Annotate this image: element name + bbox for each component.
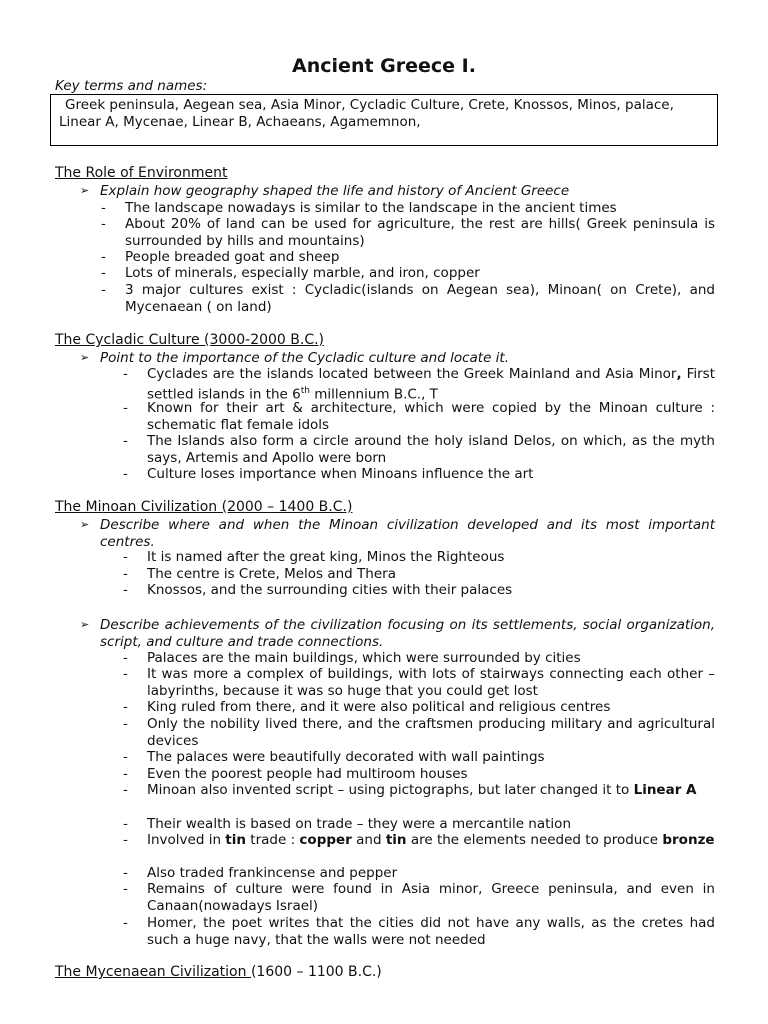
key-terms-label: Key terms and names: [55, 78, 208, 94]
dash-bullet-icon: - [123, 915, 128, 931]
dash-bullet-icon: - [123, 366, 128, 382]
dash-bullet-icon: - [123, 650, 128, 666]
dash-bullet-icon: - [123, 400, 128, 416]
list-item: - Lots of minerals, especially marble, and iron, copper [101, 265, 480, 281]
list-item: - Cyclades are the islands located between the Greek Mainland and Asia Minor, First settled islands in the 6th millennium B.C., T [123, 366, 715, 402]
dash-bullet-icon: - [123, 433, 128, 449]
dash-bullet-icon: - [123, 782, 128, 798]
key-terms-box [50, 94, 718, 146]
list-item: - Knossos, and the surrounding cities with their palaces [123, 582, 513, 598]
question-minoan-1: ➢ Describe where and when the Minoan civilization developed and its most important centres. [80, 517, 715, 550]
list-item: - Only the nobility lived there, and the craftsmen producing military and agricultural devices [123, 716, 715, 749]
list-item: - The landscape nowadays is similar to the landscape in the ancient times [101, 200, 617, 216]
dash-bullet-icon: - [101, 216, 106, 232]
list-item: - People breaded goat and sheep [101, 249, 340, 265]
key-terms-line-2: Linear A, Mycenae, Linear B, Achaeans, Agamemnon, [59, 114, 421, 130]
heading-environment: The Role of Environment [55, 165, 228, 181]
key-terms-line-1: Greek peninsula, Aegean sea, Asia Minor, Cycladic Culture, Crete, Knossos, Minos, palace, [65, 97, 674, 113]
dash-bullet-icon: - [123, 566, 128, 582]
question-minoan-2: ➢ Describe achievements of the civilization focusing on its settlements, social organization, script, and culture and trade connections. [80, 617, 715, 650]
list-item: - Even the poorest people had multiroom houses [123, 766, 468, 782]
dash-bullet-icon: - [123, 699, 128, 715]
dash-bullet-icon: - [101, 200, 106, 216]
list-item: - Involved in tin trade : copper and tin are the elements needed to produce bronze [123, 832, 715, 848]
heading-minoan: The Minoan Civilization (2000 – 1400 B.C.) [55, 499, 353, 515]
dash-bullet-icon: - [123, 549, 128, 565]
list-item: - Known for their art & architecture, which were copied by the Minoan culture : schematic flat female idols [123, 400, 715, 433]
list-item: - Palaces are the main buildings, which were surrounded by cities [123, 650, 581, 666]
page-title: Ancient Greece I. [292, 55, 476, 77]
list-item: - The palaces were beautifully decorated with wall paintings [123, 749, 545, 765]
question-cycladic: ➢ Point to the importance of the Cycladic culture and locate it. [80, 350, 509, 366]
dash-bullet-icon: - [123, 832, 128, 848]
list-item: - It was more a complex of buildings, with lots of stairways connecting each other – labyrinths, because it was so huge that you could get lost [123, 666, 715, 699]
dash-bullet-icon: - [123, 766, 128, 782]
arrow-bullet-icon: ➢ [80, 184, 90, 197]
list-item: - Minoan also invented script – using pictographs, but later changed it to Linear A [123, 782, 697, 798]
list-item: - The Islands also form a circle around the holy island Delos, on which, as the myth says, Artemis and Apollo were born [123, 433, 715, 466]
dash-bullet-icon: - [101, 282, 106, 298]
list-item: - It is named after the great king, Minos the Righteous [123, 549, 505, 565]
dash-bullet-icon: - [123, 666, 128, 682]
list-item: - About 20% of land can be used for agriculture, the rest are hills( Greek peninsula is surrounded by hills and mountains) [101, 216, 715, 249]
dash-bullet-icon: - [101, 249, 106, 265]
list-item: - King ruled from there, and it were also political and religious centres [123, 699, 611, 715]
arrow-bullet-icon: ➢ [80, 518, 90, 531]
dash-bullet-icon: - [101, 265, 106, 281]
heading-mycenaean: The Mycenaean Civilization (1600 – 1100 B.C.) [55, 964, 382, 980]
dash-bullet-icon: - [123, 816, 128, 832]
arrow-bullet-icon: ➢ [80, 618, 90, 631]
list-item: - The centre is Crete, Melos and Thera [123, 566, 396, 582]
list-item: - Their wealth is based on trade – they were a mercantile nation [123, 816, 571, 832]
dash-bullet-icon: - [123, 881, 128, 897]
heading-cycladic: The Cycladic Culture (3000-2000 B.C.) [55, 332, 325, 348]
list-item: - Culture loses importance when Minoans influence the art [123, 466, 534, 482]
dash-bullet-icon: - [123, 716, 128, 732]
dash-bullet-icon: - [123, 582, 128, 598]
dash-bullet-icon: - [123, 466, 128, 482]
list-item: - Remains of culture were found in Asia minor, Greece peninsula, and even in Canaan(nowadays Israel) [123, 881, 715, 914]
mycenaean-dates: (1600 – 1100 B.C.) [250, 964, 382, 980]
list-item: - Homer, the poet writes that the cities did not have any walls, as the cretes had such a huge navy, that the walls were not needed [123, 915, 715, 948]
dash-bullet-icon: - [123, 749, 128, 765]
list-item: - 3 major cultures exist : Cycladic(islands on Aegean sea), Minoan( on Crete), and Mycenaean ( on land) [101, 282, 715, 315]
arrow-bullet-icon: ➢ [80, 351, 90, 364]
list-item: - Also traded frankincense and pepper [123, 865, 398, 881]
dash-bullet-icon: - [123, 865, 128, 881]
question-environment: ➢ Explain how geography shaped the life and history of Ancient Greece [80, 183, 570, 199]
